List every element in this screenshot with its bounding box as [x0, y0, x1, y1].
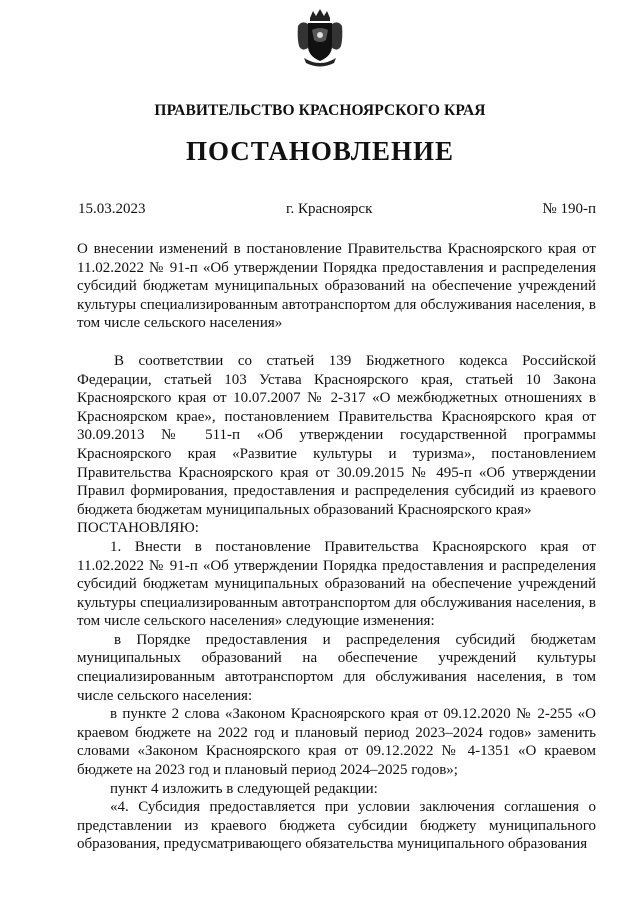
document-date: 15.03.2023	[78, 201, 146, 217]
coat-of-arms-emblem	[296, 8, 344, 70]
document-city: г. Красноярск	[286, 201, 373, 217]
document-body	[77, 240, 596, 854]
paragraph-new-point-4: «4. Субсидия предоставляется при условии заключения соглашения о представлении из краевого бюджета субсидии бюджету муниципального образования, предусматривающего обязательства муниципального образования	[77, 799, 596, 853]
paragraph-point-2: в пункте 2 слова «Законом Красноярского края от 09.12.2020 № 2-255 «О краевом бюджете на 2022 год и плановый период 2023–2024 годов» заменить словами «Законом Красноярского края от 09.12.2022 № 4-1351 «О краевом бюджете на 2023 год и плановый период 2024–2025 годов»;	[77, 706, 596, 779]
paragraph-item-1: 1. Внести в постановление Правительства Красноярского края от 11.02.2022 № 91-п «Об утверждении Порядка предоставления и распределения субсидий бюджетам муниципальных образований на обеспечение учреждений культуры специализированным автотранспортом для обслуживания населения, в том числе сельского населения» следующие изменения:	[77, 538, 596, 630]
document-subject: О внесении изменений в постановление Правительства Красноярского края от 11.02.2022 № 91-п «Об утверждении Порядка предоставления и распределения субсидий бюджетам муниципальных образований на обеспечение учреждений культуры специализированным автотранспортом для обслуживания населения, в том числе сельского населения»	[77, 241, 596, 332]
document-type-title: ПОСТАНОВЛЕНИЕ	[185, 136, 455, 166]
organization-name: ПРАВИТЕЛЬСТВО КРАСНОЯРСКОГО КРАЯ	[154, 102, 486, 119]
document-number: № 190-п	[542, 201, 596, 217]
paragraph-preamble: В соответствии со статьей 139 Бюджетного кодекса Российской Федерации, статьей 103 Устава Красноярского края, статьей 10 Закона Красноярского края от 10.07.2007 № 2-317 «О межбюджетных отношениях в Красноярском крае», постановлением Правительства Красноярского края от 30.09.2013 № 511-п «Об утверждении государственной программы Красноярского края «Развитие культуры и туризма», постановлением Правительства Красноярского края от 30.09.2015 № 495-п «Об утверждении Правил формирования, предоставления и распределения субсидий из краевого бюджета бюджетам муниципальных образований Красноярского края»	[77, 352, 596, 518]
paragraph-resolves: ПОСТАНОВЛЯЮ:	[77, 520, 199, 537]
paragraph-procedure: в Порядке предоставления и распределения субсидий бюджетам муниципальных образований на обеспечение учреждений культуры специализированным автотранспортом для обслуживания населения, в том числе сельского населения:	[77, 631, 596, 704]
paragraph-point-4: пункт 4 изложить в следующей редакции:	[110, 780, 378, 797]
